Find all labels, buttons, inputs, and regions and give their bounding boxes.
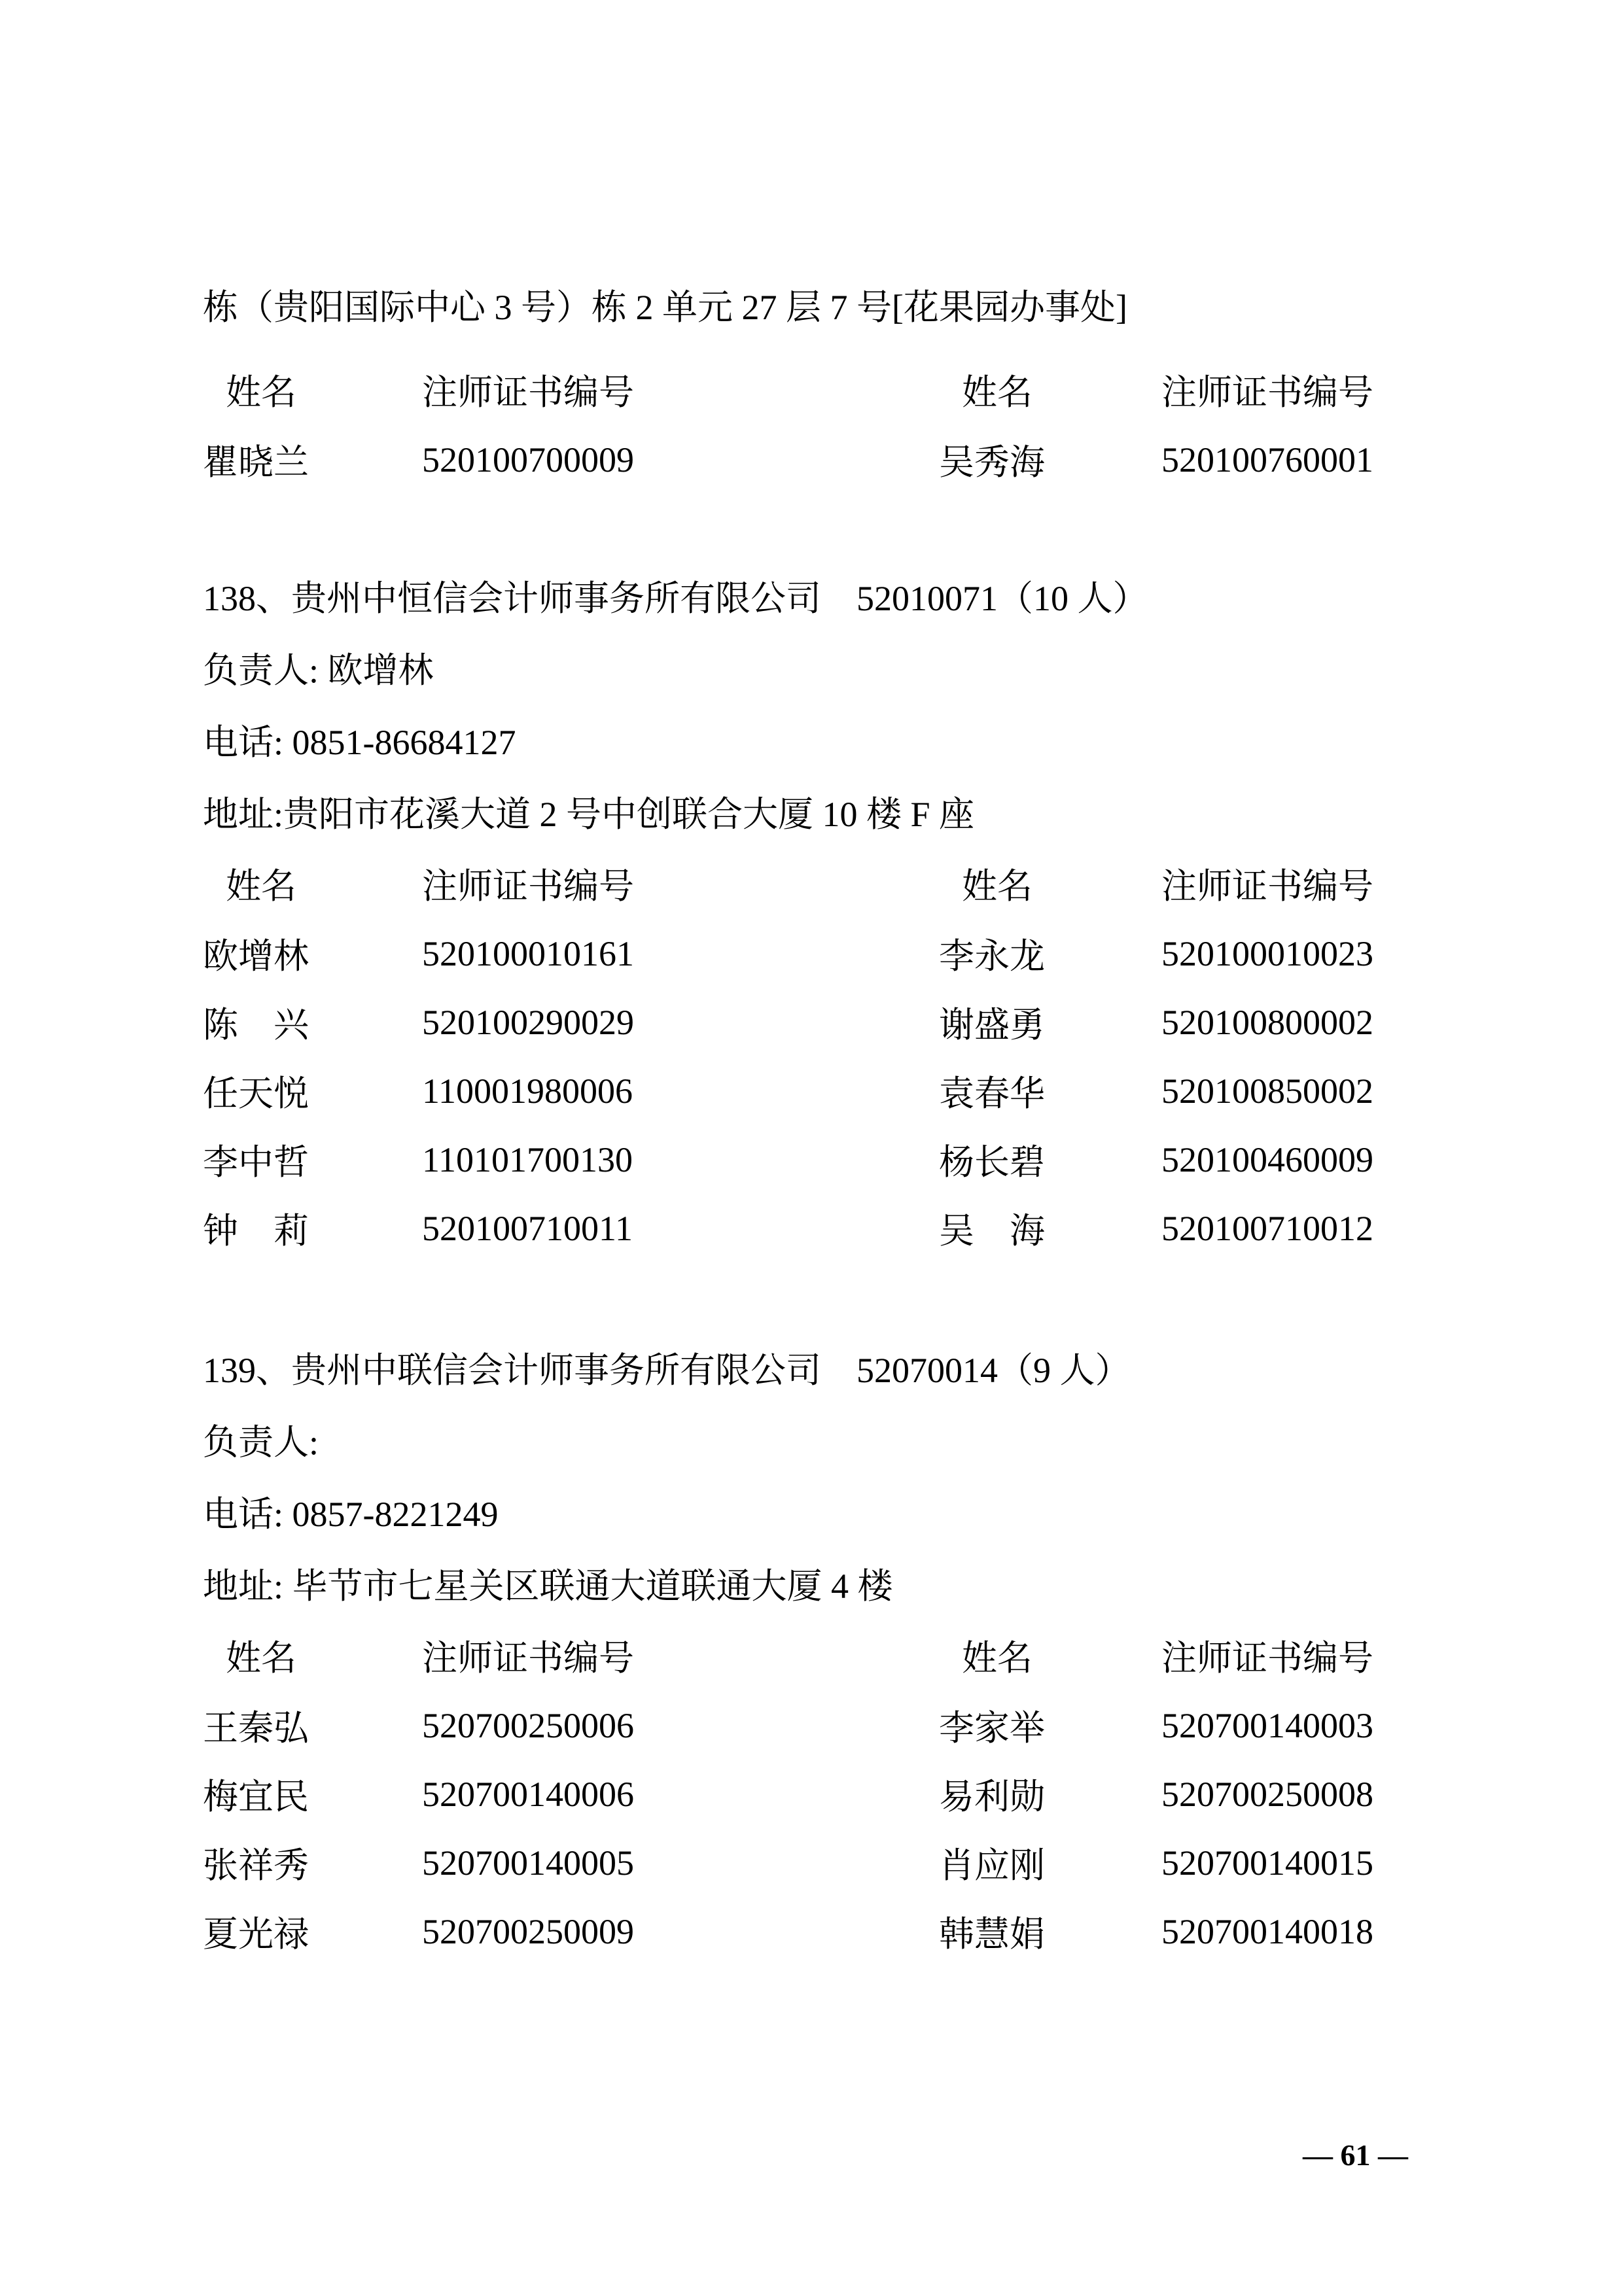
section-138 — [203, 559, 1408, 1262]
table-row — [203, 1125, 1408, 1194]
person-name: 韩慧娟 — [939, 1915, 1045, 1954]
person-name: 吴秀海 — [939, 443, 1045, 482]
spacer — [203, 340, 1408, 353]
firm-phone-line: 电话: 0851-86684127 — [203, 722, 516, 762]
person-name: 吴 海 — [939, 1211, 1045, 1251]
address-continuation-line: 栋（贵阳国际中心 3 号）栋 2 单元 27 层 7 号[花果园办事处] — [203, 287, 1127, 327]
table-row — [203, 1056, 1408, 1125]
cert-number: 520100760001 — [1161, 440, 1373, 479]
cert-number: 520700250006 — [422, 1705, 634, 1745]
spacer — [203, 1262, 1408, 1331]
table-row — [203, 1760, 1408, 1828]
cert-number: 520700140006 — [422, 1774, 634, 1814]
person-name: 李家举 — [939, 1709, 1045, 1748]
cert-number: 520100010161 — [422, 933, 634, 973]
table-row — [203, 988, 1408, 1056]
person-name: 梅宜民 — [203, 1777, 309, 1817]
table-row — [203, 1897, 1408, 1966]
person-name: 瞿晓兰 — [203, 443, 309, 482]
column-header-name: 姓名 — [962, 372, 1033, 412]
person-name: 陈 兴 — [203, 1005, 309, 1045]
cert-number: 520100460009 — [1161, 1139, 1373, 1179]
cert-number: 520100710012 — [1161, 1208, 1373, 1248]
cert-number: 520700140018 — [1161, 1911, 1373, 1951]
person-name: 任天悦 — [203, 1074, 309, 1113]
spacer — [203, 494, 1408, 559]
person-name: 李中哲 — [203, 1143, 309, 1182]
cert-number: 110101700130 — [422, 1139, 633, 1179]
firm-title: 139、贵州中联信会计师事务所有限公司 52070014（9 人） — [203, 1350, 1131, 1390]
table-row — [203, 1691, 1408, 1760]
column-header-cert: 注师证书编号 — [422, 372, 634, 412]
top-margin — [203, 0, 1408, 268]
table-header-row — [203, 353, 1408, 425]
cert-number: 520700140015 — [1161, 1843, 1373, 1883]
firm-manager-line: 负责人: — [203, 1422, 319, 1462]
firm-manager-line: 负责人: 欧增林 — [203, 650, 434, 690]
section-139 — [203, 1331, 1408, 1966]
firm-title: 138、贵州中恒信会计师事务所有限公司 52010071（10 人） — [203, 578, 1148, 618]
cert-number: 520100800002 — [1161, 1002, 1373, 1042]
column-header-cert: 注师证书编号 — [422, 866, 634, 906]
column-header-name: 姓名 — [226, 1638, 296, 1678]
column-header-cert: 注师证书编号 — [1161, 1638, 1373, 1678]
column-header-name: 姓名 — [226, 372, 296, 412]
cert-number: 520100700009 — [422, 440, 634, 479]
person-name: 易利勋 — [939, 1777, 1045, 1817]
table-row — [203, 1828, 1408, 1897]
person-name: 李永龙 — [939, 937, 1045, 976]
table-header-row — [203, 847, 1408, 919]
table-row — [203, 425, 1408, 494]
cert-number: 520700140005 — [422, 1843, 634, 1883]
person-name: 张祥秀 — [203, 1846, 309, 1885]
column-header-name: 姓名 — [962, 1638, 1033, 1678]
person-name: 夏光禄 — [203, 1915, 309, 1954]
page-number: — 61 — — [1303, 2138, 1408, 2172]
firm-phone-line: 电话: 0857-8221249 — [203, 1494, 499, 1534]
column-header-cert: 注师证书编号 — [422, 1638, 634, 1678]
person-name: 钟 莉 — [203, 1211, 309, 1251]
person-name: 杨长碧 — [939, 1143, 1045, 1182]
person-name: 欧增林 — [203, 937, 309, 976]
page-content — [203, 0, 1408, 2175]
column-header-name: 姓名 — [226, 866, 296, 906]
cert-number: 110001980006 — [422, 1071, 633, 1111]
cert-number: 520700140003 — [1161, 1705, 1373, 1745]
column-header-cert: 注师证书编号 — [1161, 866, 1373, 906]
person-name: 肖应刚 — [939, 1846, 1045, 1885]
cert-number: 520100010023 — [1161, 933, 1373, 973]
table-row — [203, 1194, 1408, 1262]
firm-address-line: 地址:贵阳市花溪大道 2 号中创联合大厦 10 楼 F 座 — [203, 794, 975, 834]
cert-number: 520700250009 — [422, 1911, 634, 1951]
column-header-cert: 注师证书编号 — [1161, 372, 1373, 412]
cert-number: 520100710011 — [422, 1208, 633, 1248]
cert-number: 520100850002 — [1161, 1071, 1373, 1111]
table-header-row — [203, 1619, 1408, 1691]
cert-number: 520700250008 — [1161, 1774, 1373, 1814]
cert-number: 520100290029 — [422, 1002, 634, 1042]
person-name: 谢盛勇 — [939, 1005, 1045, 1045]
column-header-name: 姓名 — [962, 866, 1033, 906]
person-name: 袁春华 — [939, 1074, 1045, 1113]
table-row — [203, 919, 1408, 988]
firm-address-line: 地址: 毕节市七星关区联通大道联通大厦 4 楼 — [203, 1566, 893, 1606]
person-name: 王秦弘 — [203, 1709, 309, 1748]
